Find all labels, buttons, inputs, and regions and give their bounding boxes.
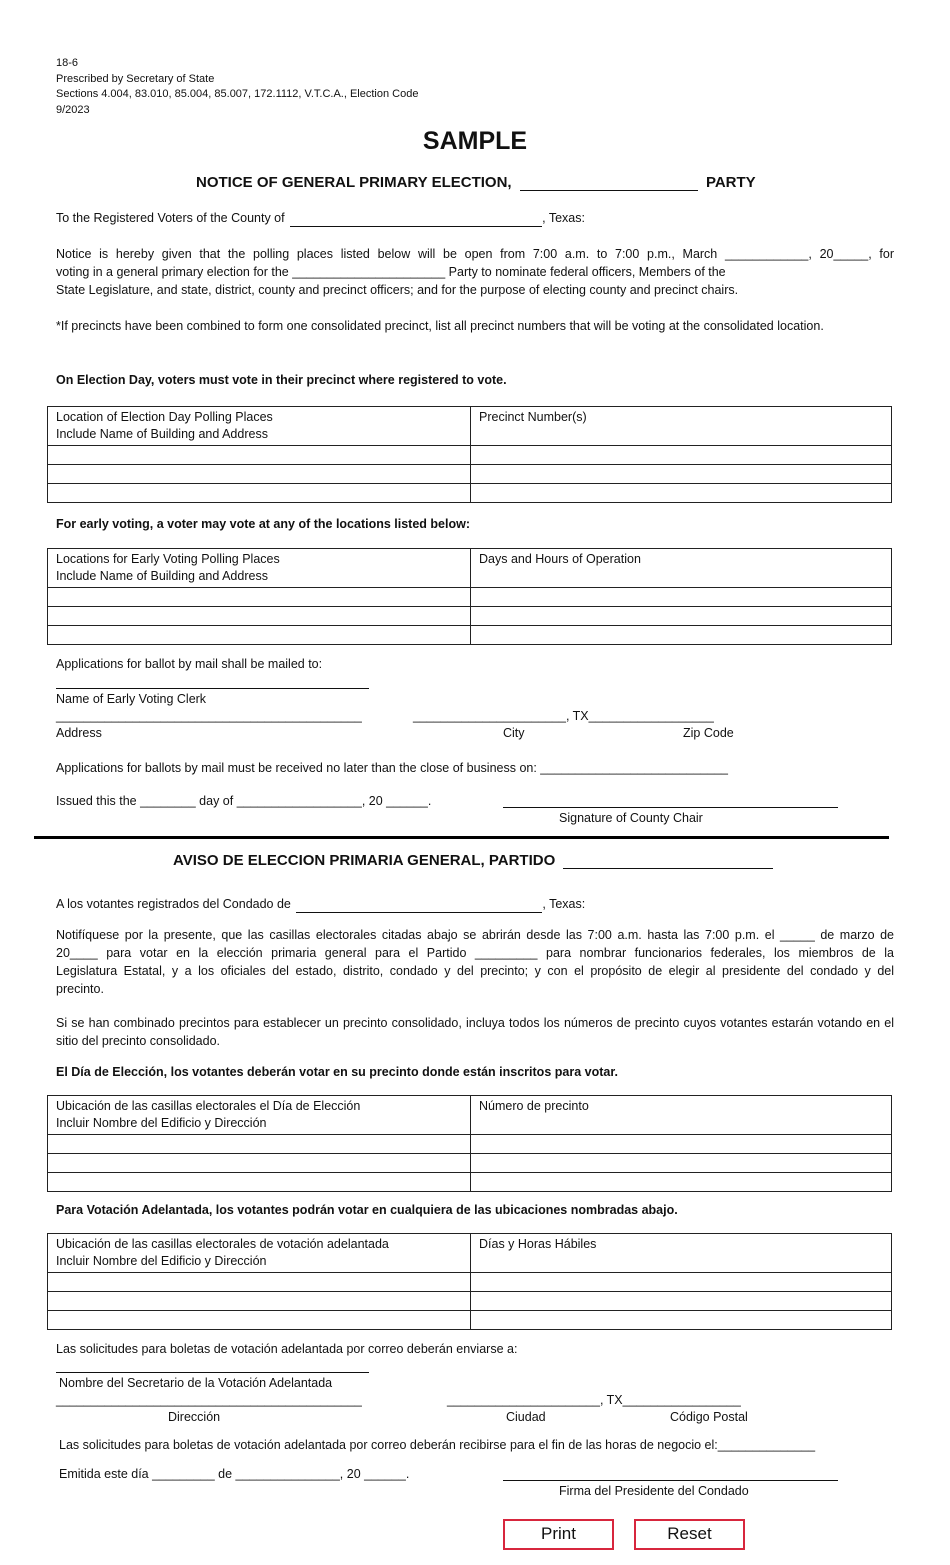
header-location-line1: Ubicación de las casillas electorales de votación adelantada [56,1237,389,1251]
table-header-location [48,1096,471,1135]
reset-button[interactable]: Reset [634,1519,745,1550]
notifiquese-line-2: 20____ para votar en la elección primaria general para el Partido _________ para nombrar funcionarios federales, los miembros de la [56,946,894,960]
notifiquese-line-4: precinto. [56,982,104,996]
address-field[interactable]: ____________________________________________ [56,709,362,723]
notice-paragraph [56,245,894,299]
codigo-postal-label: Código Postal [670,1410,748,1424]
table-row [48,1292,892,1311]
notice-line-1: Notice is hereby given that the polling places listed below will be open from 7:00 a.m. to 7:00 p.m., March ____________, 20_____, for [56,247,894,261]
table-header-location [48,549,471,588]
precinto-consolidado-note: Si se han combinado precintos para establecer un precinto consolidado, incluya todos los números de precinto cuyos votantes estarán votando en el sitio del precinto consolidado. [56,1016,894,1048]
condado-field[interactable] [296,898,542,913]
form-header [56,56,418,118]
table-row [48,588,892,607]
ciudad-codigo-field[interactable]: ______________________, TX_________________ [447,1393,741,1407]
english-heading-suffix: PARTY [705,174,756,191]
table-cell[interactable] [471,607,892,626]
table-cell[interactable] [471,1311,892,1330]
table-cell[interactable] [48,1273,471,1292]
issued-date: Issued this the ________ day of __________________, 20 ______. [56,794,432,808]
table-row [48,626,892,645]
header-location-line2: Incluir Nombre del Edificio y Dirección [56,1116,267,1130]
header-location-line2: Incluir Nombre del Edificio y Dirección [56,1254,267,1268]
a-los-votantes-text: A los votantes registrados del Condado de [56,897,291,911]
direccion-field[interactable]: ____________________________________________ [56,1393,362,1407]
table-cell[interactable] [48,607,471,626]
dia-eleccion-table [47,1095,892,1192]
spanish-heading-text: AVISO DE ELECCION PRIMARIA GENERAL, PARTIDO [173,852,556,869]
table-row [48,1311,892,1330]
table-cell[interactable] [471,1154,892,1173]
table-cell[interactable] [48,588,471,607]
table-row [48,1135,892,1154]
votacion-adelantada-instruction: Para Votación Adelantada, los votantes podrán votar en cualquiera de las ubicaciones nombradas abajo. [56,1203,678,1217]
table-cell[interactable] [471,1135,892,1154]
page-title: SAMPLE [422,127,528,155]
table-cell[interactable] [471,1292,892,1311]
table-header-row [48,1234,892,1273]
to-voters-line [56,209,585,227]
english-heading-text: NOTICE OF GENERAL PRIMARY ELECTION, [196,174,512,191]
spanish-heading [173,852,773,869]
received-deadline: Applications for ballots by mail must be received no later than the close of business on: ___________________________ [56,761,728,775]
secretario-field[interactable] [56,1372,369,1373]
zip-label: Zip Code [683,726,734,740]
votacion-adelantada-table [47,1233,892,1330]
notifiquese-line-3: Legislatura Estatal, y a los oficiales del estado, distrito, condado y del precinto; y con el propósito de elegir al presidente del condado y del [56,964,894,978]
table-cell[interactable] [48,626,471,645]
table-cell[interactable] [48,446,471,465]
print-button[interactable]: Print [503,1519,614,1550]
section-divider [34,836,889,839]
table-cell[interactable] [48,1173,471,1192]
table-row [48,1154,892,1173]
to-voters-text: To the Registered Voters of the County of [56,211,285,225]
table-header-location [48,407,471,446]
table-row [48,484,892,503]
table-cell[interactable] [471,588,892,607]
header-location-line1: Location of Election Day Polling Places [56,410,273,424]
table-header-hours: Días y Horas Hábiles [471,1234,892,1273]
partido-field[interactable] [563,853,773,869]
table-cell[interactable] [471,465,892,484]
party-name-field[interactable] [520,175,698,191]
recibirse-deadline: Las solicitudes para boletas de votación adelantada por correo deberán recibirse para el fin de las horas de negocio el:______________ [59,1438,816,1452]
emitida-date: Emitida este día _________ de _______________, 20 ______. [59,1467,410,1481]
signature-label: Signature of County Chair [559,811,703,825]
notice-line-3: State Legislature, and state, district, county and precinct officers; and for the purpose of electing county and precinct chairs. [56,283,739,297]
signature-field[interactable] [503,807,838,808]
notice-line-2: voting in a general primary election for the ______________________ Party to nominate federal officers, Members of the [56,265,726,279]
table-cell[interactable] [471,484,892,503]
ciudad-label: Ciudad [506,1410,546,1424]
a-los-votantes-end: , Texas: [542,897,586,911]
table-row [48,446,892,465]
table-header-hours: Days and Hours of Operation [471,549,892,588]
english-heading [196,174,756,191]
secretario-label: Nombre del Secretario de la Votación Adelantada [59,1376,333,1390]
table-row [48,1273,892,1292]
header-location-line1: Ubicación de las casillas electorales el Día de Elección [56,1099,361,1113]
table-row [48,465,892,484]
mail-intro: Applications for ballot by mail shall be mailed to: [56,657,323,671]
direccion-label: Dirección [168,1410,221,1424]
table-header-row [48,1096,892,1135]
header-location-line1: Locations for Early Voting Polling Places [56,552,280,566]
table-cell[interactable] [48,465,471,484]
table-cell[interactable] [471,1273,892,1292]
election-day-table [47,406,892,503]
notifiquese-line-1: Notifíquese por la presente, que las casillas electorales citadas abajo se abrirán desde las 7:00 a.m. hasta las 7:00 p.m. el _____ de marzo de [56,928,894,942]
table-cell[interactable] [48,484,471,503]
solicitudes-intro: Las solicitudes para boletas de votación adelantada por correo deberán enviarse a: [56,1342,518,1356]
election-day-instruction: On Election Day, voters must vote in their precinct where registered to vote. [56,373,507,387]
header-location-line2: Include Name of Building and Address [56,569,268,583]
to-voters-end: , Texas: [542,211,585,225]
table-header-row [48,407,892,446]
table-cell[interactable] [48,1311,471,1330]
address-label: Address [56,726,102,740]
table-header-location [48,1234,471,1273]
table-row [48,607,892,626]
table-row [48,1173,892,1192]
table-header-row [48,549,892,588]
firma-label: Firma del Presidente del Condado [559,1484,749,1498]
notifiquese-paragraph [56,926,894,998]
table-cell[interactable] [48,1292,471,1311]
table-cell[interactable] [48,1154,471,1173]
form-number: 18-6 [56,57,79,69]
firma-field[interactable] [503,1480,838,1481]
a-los-votantes-line [56,895,585,913]
early-voting-instruction: For early voting, a voter may vote at any of the locations listed below: [56,517,470,531]
early-voting-table [47,548,892,645]
combined-precinct-note: *If precincts have been combined to form one consolidated precinct, list all precinct numbers that will be voting at the consolidated location. [56,319,824,333]
prescribed-by: Prescribed by Secretary of State [56,72,215,85]
form-date: 9/2023 [56,103,90,116]
table-cell[interactable] [471,626,892,645]
county-field[interactable] [290,212,542,227]
city-label: City [503,726,525,740]
table-header-precinct: Precinct Number(s) [471,407,892,446]
clerk-name-field[interactable] [56,688,369,689]
table-cell[interactable] [471,1173,892,1192]
header-location-line2: Include Name of Building and Address [56,427,268,441]
statute-sections: Sections 4.004, 83.010, 85.004, 85.007, 172.1112, V.T.C.A., Election Code [56,88,419,100]
table-header-precinct: Número de precinto [471,1096,892,1135]
dia-eleccion-instruction: El Día de Elección, los votantes deberán votar en su precinto donde están inscritos para votar. [56,1065,618,1079]
clerk-label: Name of Early Voting Clerk [56,692,207,706]
city-zip-field[interactable]: ______________________, TX__________________ [413,709,714,723]
table-cell[interactable] [471,446,892,465]
table-cell[interactable] [48,1135,471,1154]
